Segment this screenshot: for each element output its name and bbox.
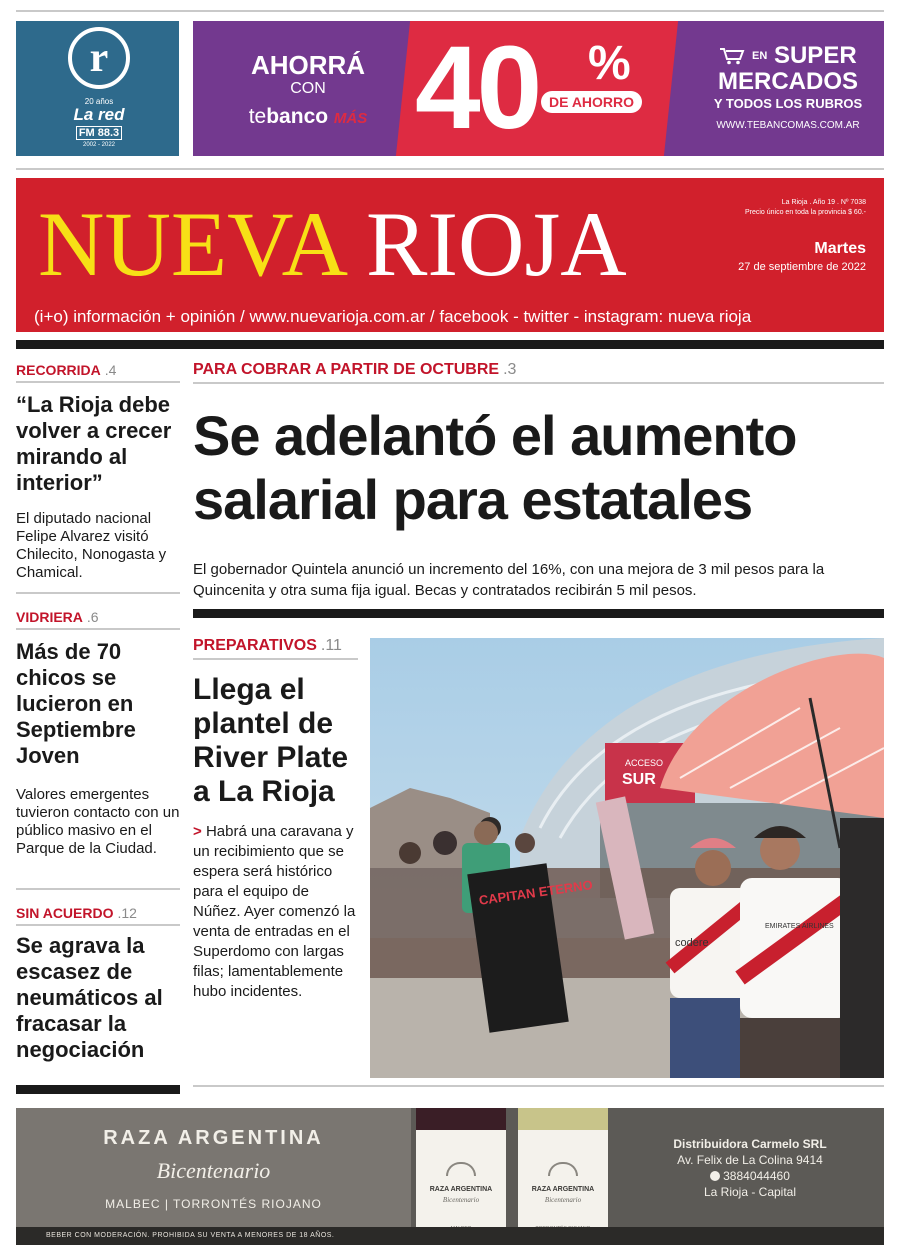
river-fans-photo[interactable]: [370, 638, 884, 1078]
left-divider: [16, 924, 180, 926]
fan2-pants: [740, 1018, 850, 1078]
sign-line2: SUR: [622, 771, 656, 788]
radio-footer: 2002 - 2022: [82, 142, 116, 148]
distributor-address: Av. Felix de La Colina 9414: [677, 1153, 823, 1167]
bottle-neck: [518, 1108, 608, 1130]
left-bottom-bar: [16, 1085, 180, 1094]
radio-info: [68, 97, 130, 149]
top-rule: [16, 10, 884, 12]
kicker-label: SIN ACUERDO: [16, 905, 114, 921]
cart-icon: [719, 47, 745, 65]
bank-ad-discount-label: DE AHORRO: [541, 91, 642, 113]
second-story-kicker[interactable]: [193, 637, 342, 655]
radio-logo-icon: [68, 27, 130, 89]
left-story-1-kicker[interactable]: [16, 361, 116, 379]
left-story-2-text: Valores emergentes tuvieron contacto con un público masivo en el Parque de la Ciudad.: [16, 786, 180, 857]
fan1-jeans: [670, 998, 740, 1078]
left-divider: [16, 592, 180, 594]
bank-ad-line2: MERCADOS: [717, 68, 858, 95]
bottle-sub: Bicentenario: [544, 1196, 582, 1204]
bottle-logo-icon: [548, 1162, 578, 1176]
main-lede: El gobernador Quintela anunció un incremento del 16%, con una mejora de 3 mil pesos para la Quincenita y otra suma fija igual. Becas y contratados recibirán 5 mil pesos.: [193, 561, 825, 599]
left-story-2-kicker[interactable]: [16, 608, 99, 626]
radio-frequency: FM 88.3: [76, 126, 122, 140]
page-number: .4: [104, 362, 117, 378]
bottle-brand: RAZA ARGENTINA: [531, 1186, 595, 1193]
bank-ad-line1: [703, 43, 873, 69]
wine-varieties: MALBEC | TORRONTÉS RIOJANO: [105, 1197, 322, 1211]
title-nueva: NUEVA: [38, 193, 344, 295]
fan2-shirt: [740, 878, 850, 1018]
wine-ad[interactable]: [16, 1108, 884, 1245]
masthead-bottom-bar: [16, 340, 884, 349]
kicker-label: RECORRIDA: [16, 362, 101, 378]
radio-ad[interactable]: [16, 21, 179, 156]
wine-bottle-malbec: [416, 1108, 506, 1227]
kicker-label: PREPARATIVOS: [193, 637, 317, 654]
bank-ad-line3: Y TODOS LOS RUBROS: [713, 96, 863, 111]
bank-ad-logo: [223, 105, 393, 131]
shirt-sponsor-1: codere: [675, 937, 709, 949]
main-story-kicker[interactable]: [193, 361, 516, 379]
bottle-brand: RAZA ARGENTINA: [429, 1186, 493, 1193]
bank-ad-right: [703, 43, 873, 135]
wine-bottle-torrontes: [518, 1108, 608, 1227]
masthead: [16, 178, 884, 332]
left-divider: [16, 381, 180, 383]
distributor-info: [616, 1136, 884, 1200]
bank-ad-big-number: 40: [415, 22, 539, 154]
legal-warning: BEBER CON MODERACIÓN. PROHIBIDA SU VENTA A MENORES DE 18 AÑOS.: [16, 1227, 884, 1245]
masthead-top-rule: [16, 168, 884, 170]
main-kicker-rule: [193, 382, 884, 384]
main-story-rule: [193, 609, 884, 618]
bank-name-mas: MÁS: [333, 110, 368, 127]
sign-line1: ACCESO: [625, 758, 664, 768]
bank-ad-percent: %: [588, 37, 631, 90]
page-number: .12: [117, 905, 137, 921]
second-story-body: Habrá una caravana y un recibimiento que se espera será histórico para el equipo de Núñez. Ayer comenzó la venta de entradas en el Superdomo con largas filas; lamentablemente hubo incidentes.: [193, 823, 356, 1000]
radio-name: La red: [73, 105, 125, 124]
whatsapp-icon: [710, 1171, 720, 1181]
bottle-label: [518, 1130, 608, 1227]
issue-info: [745, 198, 866, 218]
newspaper-title: [38, 194, 627, 294]
left-divider: [16, 888, 180, 890]
banner-text: CAPITAN ETERNO: [477, 877, 594, 908]
distributor-phone-row[interactable]: [616, 1168, 884, 1184]
photo-illustration: [370, 638, 884, 1078]
main-bottom-rule: [193, 1085, 884, 1087]
person-right: [840, 818, 884, 1078]
page-number: .11: [320, 637, 342, 654]
bank-ad-website[interactable]: WWW.TEBANCOMAS.COM.AR: [716, 120, 860, 131]
masthead-tagline[interactable]: (i+o) información + opinión / www.nuevarioja.com.ar / facebook - twitter - instagram: nueva rioja: [34, 307, 752, 326]
fan1-head: [695, 850, 731, 886]
issue-date: 27 de septiembre de 2022: [738, 261, 866, 273]
issue-day: Martes: [814, 240, 866, 257]
left-divider: [16, 628, 180, 630]
second-headline[interactable]: Llega el plantel de River Plate a La Rioja: [193, 673, 349, 808]
distributor-city: La Rioja - Capital: [703, 1185, 797, 1199]
kicker-label: VIDRIERA: [16, 609, 83, 625]
page-number: .3: [503, 361, 517, 378]
radio-years: 20 años: [84, 97, 114, 106]
wine-brand: RAZA ARGENTINA: [103, 1127, 324, 1149]
bank-ad-con: CON: [290, 80, 326, 97]
bottle-logo-icon: [446, 1162, 476, 1176]
bank-ad-en: EN: [752, 50, 768, 62]
distributor-phone: 3884044460: [723, 1169, 790, 1183]
distributor-name: Distribuidora Carmelo SRL: [673, 1137, 827, 1151]
left-story-1-headline[interactable]: “La Rioja debe volver a crecer mirando al interior”: [16, 392, 172, 495]
left-story-2-headline[interactable]: Más de 70 chicos se lucieron en Septiembre Joven: [16, 639, 136, 768]
bottle-neck: [416, 1108, 506, 1130]
main-headline[interactable]: Se adelantó el aumento salarial para estatales: [193, 404, 797, 531]
bottle-label: [416, 1130, 506, 1227]
title-rioja: RIOJA: [366, 193, 627, 295]
shirt-sponsor-2: EMIRATES AIRLINES: [765, 923, 834, 930]
bank-ad[interactable]: [193, 21, 884, 156]
bank-name-te: te: [248, 105, 267, 128]
issue-number: La Rioja . Año 19 . Nº 7038: [781, 199, 866, 206]
left-story-1-text: El diputado nacional Felipe Alvarez visitó Chilecito, Nonogasta y Chamical.: [16, 510, 167, 581]
bank-name-banco: banco: [266, 105, 329, 128]
kicker-label: PARA COBRAR A PARTIR DE OCTUBRE: [193, 361, 500, 378]
wine-line: Bicentenario: [156, 1158, 271, 1183]
radio-logo-letter: r: [89, 35, 109, 81]
left-story-3-headline[interactable]: Se agrava la escasez de neumáticos al fracasar la negociación: [16, 933, 163, 1062]
arrow-icon: >: [193, 823, 202, 840]
bank-ad-super: SUPER: [773, 42, 857, 69]
second-story-text: [193, 822, 358, 1002]
issue-price: Precio único en toda la provincia $ 60.-: [744, 209, 866, 216]
bank-ad-ahorra: AHORRÁ: [250, 50, 366, 80]
page-number: .6: [86, 609, 99, 625]
left-story-3-kicker[interactable]: [16, 904, 137, 922]
bottle-sub: Bicentenario: [442, 1196, 480, 1204]
second-kicker-rule: [193, 658, 358, 660]
